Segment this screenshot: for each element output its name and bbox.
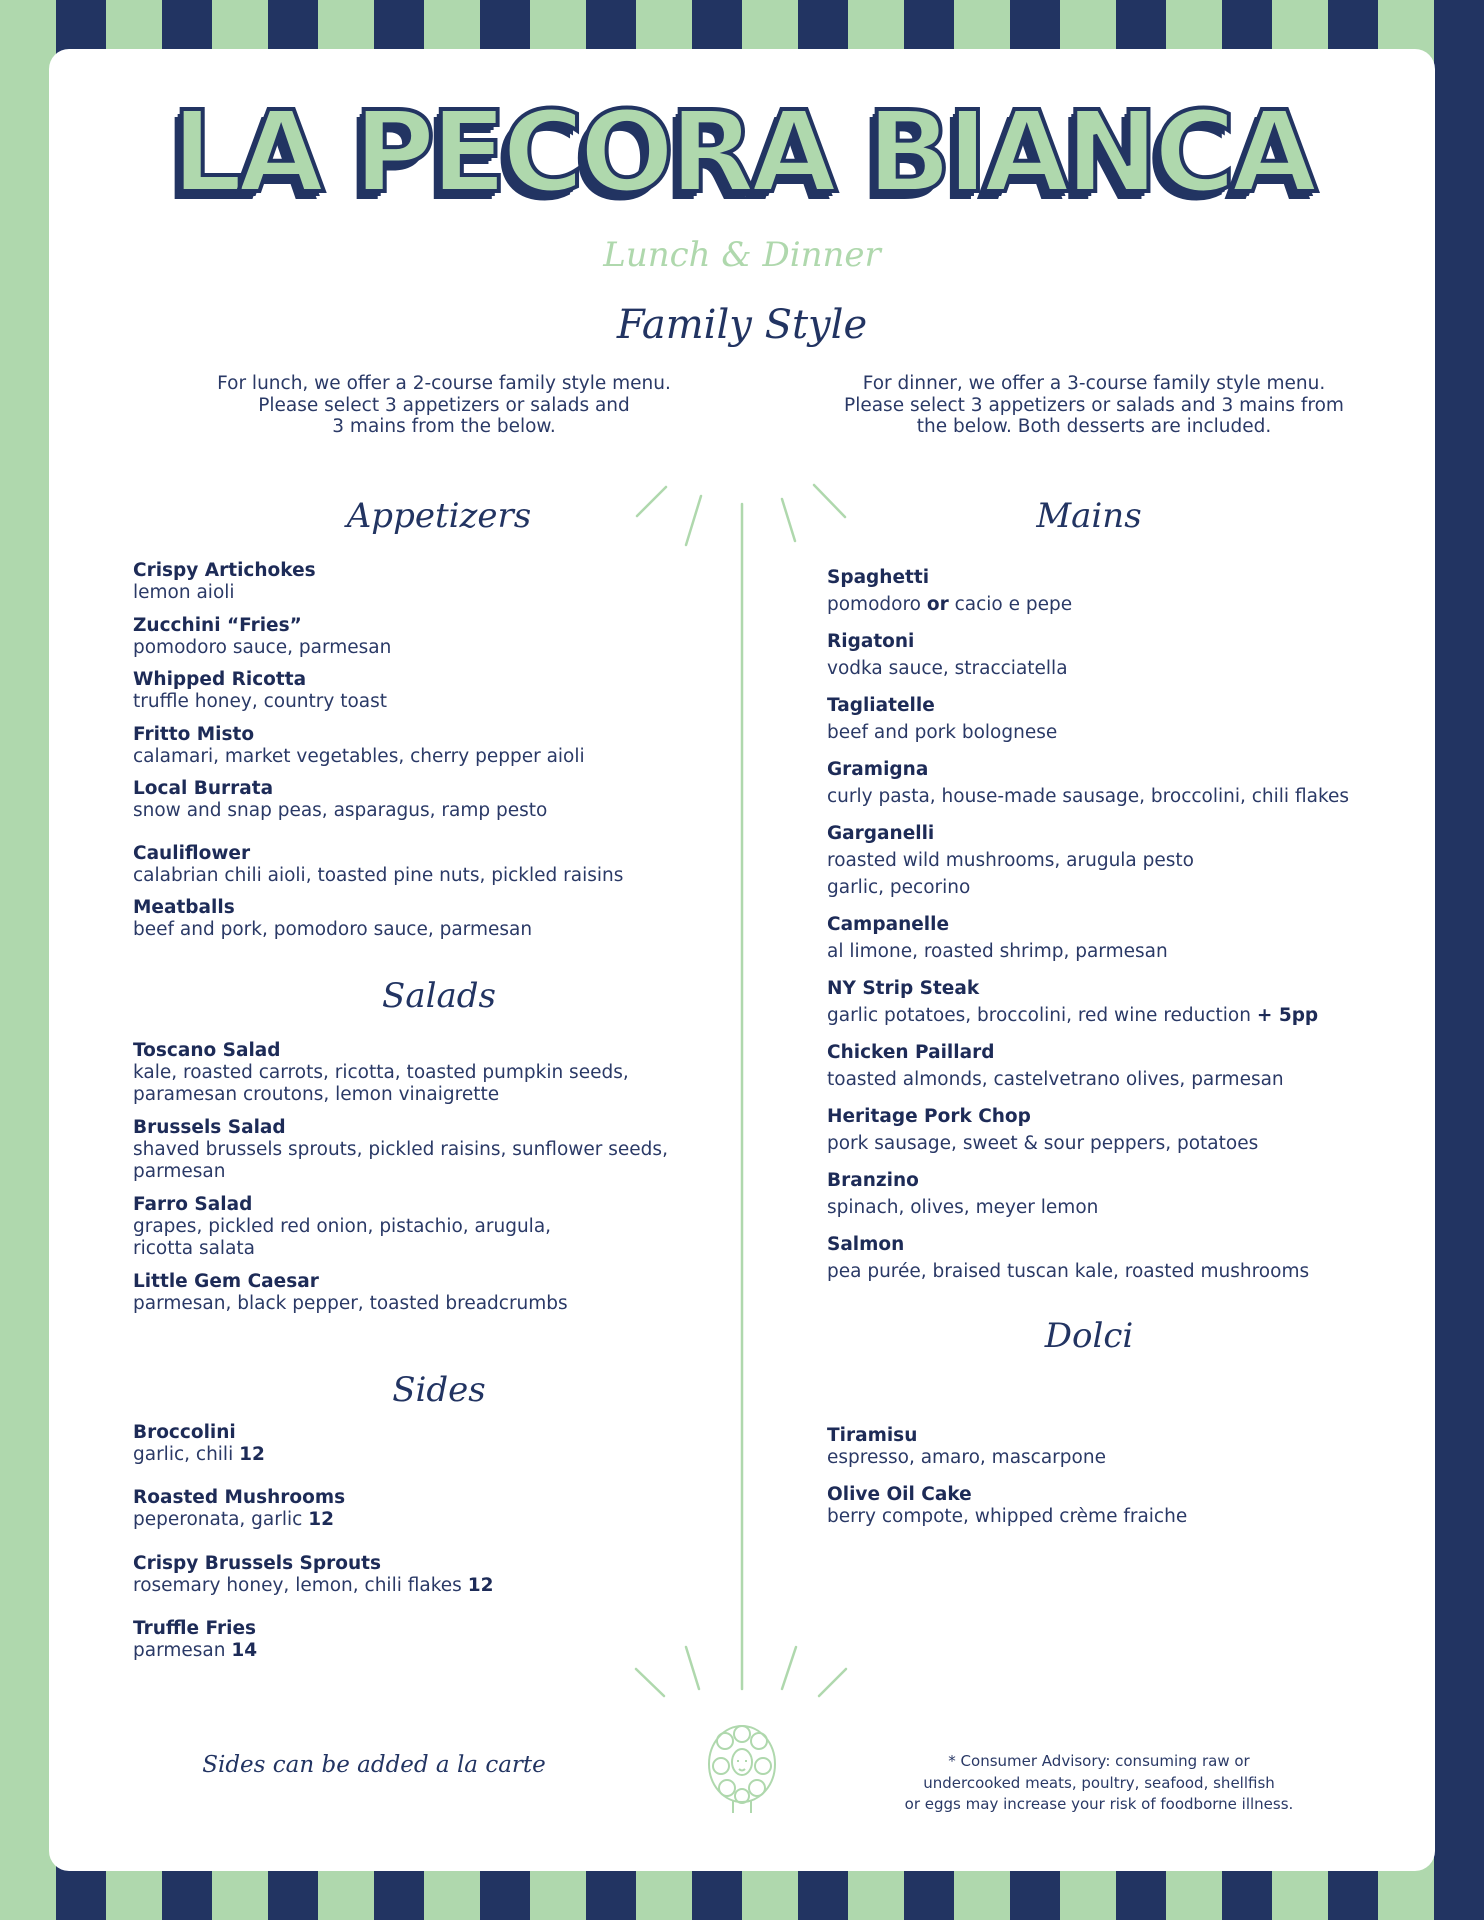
sheep-icon	[703, 1716, 781, 1816]
item-name: Salmon	[827, 1234, 905, 1255]
item-description: roasted wild mushrooms, arugula pesto	[827, 850, 1194, 871]
dolci-list	[827, 1425, 1387, 1543]
list-item	[133, 843, 693, 898]
item-description: pomodoro sauce, parmesan	[133, 636, 392, 658]
item-description-text: rosemary honey, lemon, chili flakes	[133, 1574, 462, 1596]
menu-card	[49, 49, 1435, 1871]
item-description: parmesan	[133, 1161, 226, 1182]
item-name: Rigatoni	[827, 631, 915, 652]
item-description: al limone, roasted shrimp, parmesan	[827, 941, 1168, 962]
item-description-text: parmesan	[133, 1639, 226, 1661]
item-name: Broccolini	[133, 1422, 236, 1443]
list-item	[827, 911, 1387, 965]
list-item	[827, 1167, 1387, 1221]
list-item	[133, 560, 693, 615]
item-price: + 5pp	[1256, 1005, 1319, 1026]
divider-ray	[814, 485, 845, 517]
item-description-text: garlic, chili	[133, 1444, 234, 1465]
list-item	[133, 1040, 693, 1106]
lunch-intro	[169, 373, 719, 438]
lunch-intro-line: Please select 3 appetizers or salads and	[258, 394, 630, 416]
item-name: Garganelli	[827, 823, 935, 844]
list-item	[827, 1039, 1387, 1093]
item-name: Whipped Ricotta	[133, 669, 307, 690]
consumer-advisory	[889, 1751, 1309, 1816]
divider-ray	[782, 1647, 796, 1689]
item-name: Campanelle	[827, 914, 950, 935]
item-description-text: pomodoro	[827, 594, 921, 615]
lunch-intro-line: 3 mains from the below.	[332, 416, 556, 437]
item-name: Chicken Paillard	[827, 1042, 995, 1063]
list-item	[827, 628, 1387, 682]
item-name: Toscano Salad	[133, 1040, 281, 1061]
dolci-heading: Dolci	[1044, 1316, 1134, 1356]
item-description: grapes, pickled red onion, pistachio, arugula,	[133, 1216, 552, 1237]
item-description: spinach, olives, meyer lemon	[827, 1197, 1099, 1218]
sides-list	[133, 1422, 693, 1683]
list-item	[133, 615, 693, 670]
item-name: Brussels Salad	[133, 1117, 286, 1138]
salads-list	[133, 1040, 693, 1326]
item-description-text: cacio e pepe	[954, 594, 1073, 615]
item-description: shaved brussels sprouts, pickled raisins, sunflower seeds,	[133, 1139, 668, 1160]
list-item	[827, 564, 1387, 618]
menu-subtitle: Lunch & Dinner	[603, 235, 881, 275]
item-price: 12	[467, 1574, 494, 1596]
divider-ray	[819, 1669, 846, 1696]
list-item	[133, 1194, 693, 1260]
item-name: Heritage Pork Chop	[827, 1106, 1031, 1127]
item-description: berry compote, whipped crème fraiche	[827, 1506, 1188, 1527]
item-name: Fritto Misto	[133, 723, 255, 745]
family-style-heading: Family Style	[616, 302, 868, 348]
list-item	[827, 692, 1387, 746]
dinner-intro	[819, 373, 1369, 438]
lunch-intro-line: For lunch, we offer a 2-course family style menu.	[217, 373, 671, 394]
sides-heading: Sides	[392, 1370, 486, 1410]
item-name: Zucchini “Fries”	[133, 614, 302, 636]
appetizers-list	[133, 560, 693, 952]
item-name: Branzino	[827, 1170, 919, 1191]
list-item	[827, 1484, 1387, 1543]
item-description: ricotta salata	[133, 1238, 256, 1259]
item-name: Crispy Brussels Sprouts	[133, 1552, 381, 1574]
item-description	[133, 1444, 693, 1466]
or-word: or	[926, 594, 949, 615]
list-item	[827, 1103, 1387, 1157]
item-description: curly pasta, house-made sausage, broccolini, chili flakes	[827, 786, 1350, 807]
item-description: toasted almonds, castelvetrano olives, parmesan	[827, 1069, 1284, 1090]
item-name: Farro Salad	[133, 1194, 253, 1215]
item-description: truffle honey, country toast	[133, 691, 388, 712]
list-item	[827, 975, 1387, 1029]
item-description: beef and pork, pomodoro sauce, parmesan	[133, 919, 533, 940]
item-description: espresso, amaro, mascarpone	[827, 1447, 1106, 1468]
list-item	[133, 724, 693, 779]
item-price: 12	[239, 1444, 265, 1465]
item-name: Roasted Mushrooms	[133, 1487, 346, 1509]
item-description: pork sausage, sweet & sour peppers, potatoes	[827, 1133, 1259, 1154]
item-price: 12	[308, 1509, 334, 1531]
advisory-line: or eggs may increase your risk of foodborne illness.	[904, 1795, 1294, 1813]
item-name: Tagliatelle	[827, 695, 935, 716]
list-item	[133, 897, 693, 952]
item-name: Meatballs	[133, 897, 235, 918]
sides-note: Sides can be added a la carte	[202, 1752, 546, 1778]
list-item	[133, 1117, 693, 1183]
item-description: beef and pork bolognese	[827, 722, 1058, 743]
item-name: Truffle Fries	[133, 1617, 256, 1639]
item-description-text: garlic potatoes, broccolini, red wine reduction	[827, 1005, 1251, 1026]
item-description	[827, 591, 1387, 618]
divider-ray	[782, 499, 795, 541]
item-name: Tiramisu	[827, 1425, 918, 1446]
item-description: vodka sauce, stracciatella	[827, 658, 1068, 679]
divider-ray	[637, 487, 666, 516]
list-item	[827, 820, 1387, 901]
list-item	[133, 1422, 693, 1487]
list-item	[827, 1231, 1387, 1285]
item-description	[133, 1509, 693, 1531]
item-description: calamari, market vegetables, cherry pepper aioli	[133, 745, 585, 767]
item-name: Spaghetti	[827, 567, 930, 588]
item-description: pea purée, braised tuscan kale, roasted mushrooms	[827, 1261, 1310, 1282]
item-name: Olive Oil Cake	[827, 1484, 972, 1505]
item-description: paramesan croutons, lemon vinaigrette	[133, 1084, 500, 1105]
mains-list	[827, 564, 1387, 1295]
item-description: calabrian chili aioli, toasted pine nuts, pickled raisins	[133, 864, 624, 886]
dinner-intro-line: For dinner, we offer a 3-course family style menu.	[862, 373, 1326, 394]
advisory-line: undercooked meats, poultry, seafood, shellfish	[923, 1773, 1275, 1792]
item-description: parmesan, black pepper, toasted breadcrumbs	[133, 1293, 568, 1314]
restaurant-logo: LA PECORA BIANCA	[171, 88, 1313, 218]
item-price: 14	[231, 1639, 258, 1661]
dinner-intro-line: the below. Both desserts are included.	[916, 416, 1272, 437]
item-description	[827, 1002, 1387, 1029]
item-name: Cauliflower	[133, 842, 251, 864]
list-item	[827, 756, 1387, 810]
item-description	[133, 1575, 693, 1597]
item-description-text: peperonata, garlic	[133, 1509, 303, 1531]
list-item	[133, 669, 693, 724]
appetizers-heading: Appetizers	[346, 496, 532, 536]
dinner-intro-line: Please select 3 appetizers or salads and 3 mains from	[844, 394, 1344, 416]
list-item	[133, 1553, 693, 1618]
advisory-line: * Consumer Advisory: consuming raw or	[948, 1752, 1250, 1770]
item-name: Gramigna	[827, 759, 929, 780]
item-name: Local Burrata	[133, 778, 274, 799]
item-name: Crispy Artichokes	[133, 560, 316, 581]
divider-ray	[686, 496, 701, 545]
item-description: kale, roasted carrots, ricotta, toasted pumpkin seeds,	[133, 1062, 629, 1083]
item-name: NY Strip Steak	[827, 978, 980, 999]
item-description: lemon aioli	[133, 582, 235, 603]
item-description	[133, 1640, 693, 1662]
item-name: Little Gem Caesar	[133, 1271, 319, 1292]
list-item	[133, 778, 693, 843]
list-item	[133, 1487, 693, 1552]
mains-heading: Mains	[1036, 496, 1142, 536]
list-item	[133, 1271, 693, 1315]
list-item	[133, 1618, 693, 1683]
salads-heading: Salads	[382, 976, 496, 1016]
list-item	[827, 1425, 1387, 1484]
item-description: garlic, pecorino	[827, 877, 971, 898]
item-description: snow and snap peas, asparagus, ramp pesto	[133, 800, 548, 821]
